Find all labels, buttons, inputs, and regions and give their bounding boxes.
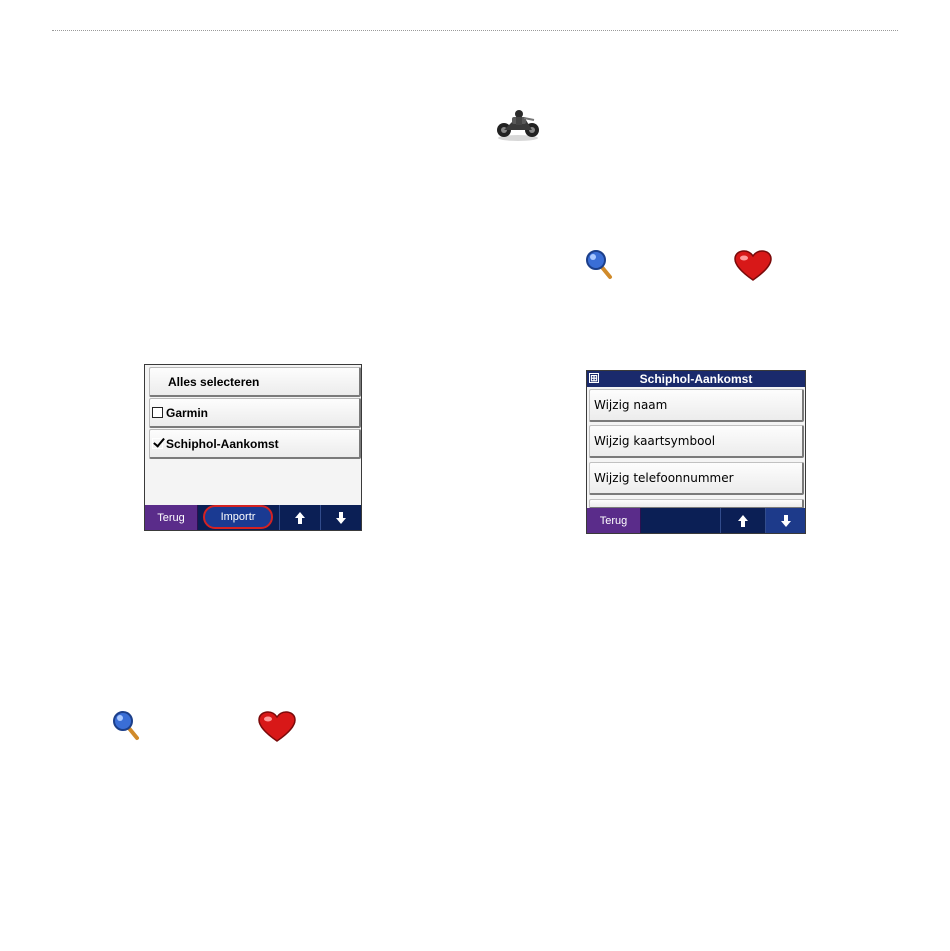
screen-title-bar xyxy=(587,371,805,387)
back-label: Terug xyxy=(599,514,628,527)
list-item-label: Garmin xyxy=(166,405,209,420)
arrow-down-icon xyxy=(335,511,347,525)
list-item-garmin[interactable] xyxy=(149,398,361,428)
scroll-up-button[interactable] xyxy=(720,508,764,533)
arrow-up-icon xyxy=(294,511,306,525)
checkbox-checked-icon[interactable] xyxy=(152,438,163,449)
magnifier-icon xyxy=(111,709,141,745)
heart-icon xyxy=(733,250,773,286)
back-button[interactable] xyxy=(587,508,641,533)
heart-icon xyxy=(257,711,297,747)
list-item-label: Schiphol-Aankomst xyxy=(166,436,279,451)
bottom-toolbar xyxy=(587,508,805,533)
select-all-button[interactable] xyxy=(149,367,361,397)
import-button[interactable] xyxy=(203,505,273,529)
edit-favorite-screen xyxy=(586,370,806,534)
scroll-up-button[interactable] xyxy=(279,505,319,530)
option-label: Wijzig telefoonnummer xyxy=(594,471,734,485)
motorcycle-icon xyxy=(494,108,542,146)
back-label: Terug xyxy=(157,511,185,524)
arrow-up-icon xyxy=(737,514,749,528)
select-all-label: Alles selecteren xyxy=(168,374,260,389)
scroll-down-button[interactable] xyxy=(320,505,361,530)
header-divider xyxy=(52,30,898,31)
checkbox-unchecked-icon[interactable] xyxy=(152,407,163,418)
back-button[interactable] xyxy=(145,505,198,530)
bottom-toolbar xyxy=(145,505,361,530)
edit-phone-button[interactable] xyxy=(589,462,804,495)
option-label: Wijzig naam xyxy=(594,398,668,412)
favorite-flag-icon: ⊞ xyxy=(590,373,598,383)
scroll-down-button[interactable] xyxy=(765,508,805,533)
import-screen xyxy=(144,364,362,531)
arrow-down-icon xyxy=(780,514,792,528)
import-label: Importr xyxy=(220,511,256,523)
edit-map-symbol-button[interactable] xyxy=(589,425,804,458)
edit-name-button[interactable] xyxy=(589,389,804,422)
screen-title: Schiphol-Aankomst xyxy=(639,372,753,386)
list-item-schiphol[interactable] xyxy=(149,429,361,459)
option-label: Wijzig kaartsymbool xyxy=(594,434,716,448)
magnifier-icon xyxy=(584,248,614,284)
